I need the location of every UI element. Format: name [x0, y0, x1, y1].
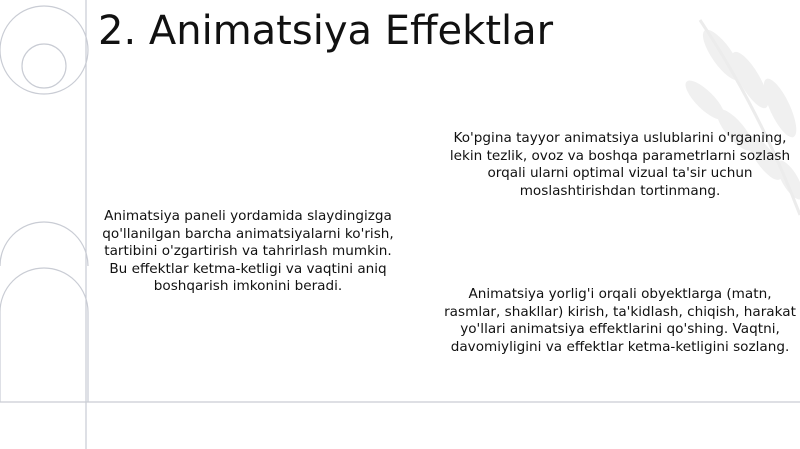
slide-title: 2. Animatsiya Effektlar [98, 8, 554, 54]
paragraph-animation-styles: Ko'pgina tayyor animatsiya uslublarini o'rganing, lekin tezlik, ovoz va boshqa parametrlarni sozlash orqali ularni optimal vizual ta'sir uchun moslashtirishdan tortinmang. [449, 130, 791, 199]
paragraph-animation-pane: Animatsiya paneli yordamida slaydingizga qo'llanilgan barcha animatsiyalarni ko'rish, tartibini o'zgartirish va tahrirlash mumkin. Bu effektlar ketma-ketligi va vaqtini aniq boshqarish imkonini beradi. [102, 208, 394, 294]
paragraph-animation-tab: Animatsiya yorlig'i orqali obyektlarga (matn, rasmlar, shakllar) kirish, ta'kidlash, chiqish, harakat yo'llari animatsiya effektlarini qo'shing. Vaqtni, davomiyligini va effektlar ketma-ketligini sozlang. [444, 286, 796, 355]
